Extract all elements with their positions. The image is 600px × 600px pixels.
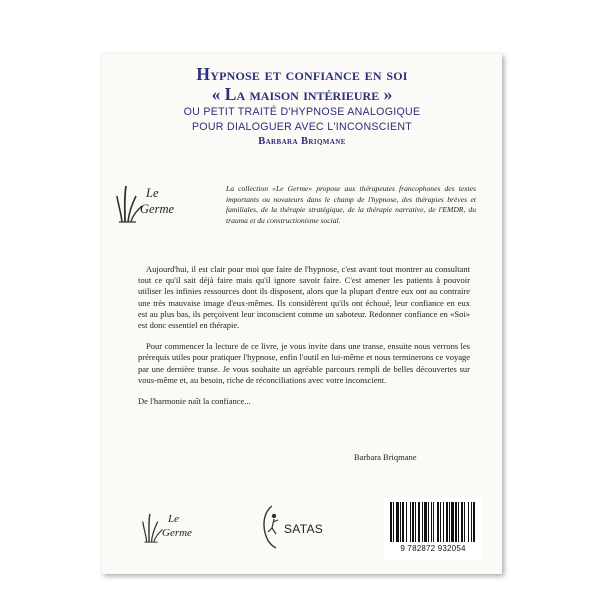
title-block xyxy=(102,64,502,149)
author-name: Barbara Briqmane xyxy=(258,136,346,147)
barcode-bar xyxy=(406,502,407,542)
paragraph-1: Aujourd'hui, il est clair pour moi que faire de l'hypnose, c'est avant tout montrer au consultant tout ce qu'il sait déjà faire mais qu'il ignore savoir faire. C'est amener les patients à pouvoir utiliser les infinies ressources dont ils disposent, alors que la plupart d'entre eux ont au contraire une très mauvaise image d'eux-mêmes. Ils considèrent qu'ils ont échoué, leur confiance en eux est au plus bas, ils perçoivent leur inconscient comme un saboteur. Redonner confiance en «Soi» est donc essentiel en thérapie. xyxy=(138,264,470,331)
barcode-digits: 9 782872 932054 xyxy=(400,544,466,553)
barcode-bar xyxy=(461,502,463,542)
barcode-bar xyxy=(402,502,404,542)
barcode-bar xyxy=(396,502,399,542)
logo-text-germe: Germe xyxy=(140,202,175,216)
barcode-bar xyxy=(390,502,392,542)
publisher-name: SATAS xyxy=(284,522,324,536)
barcode-bar xyxy=(451,502,454,542)
barcode-bar xyxy=(471,502,472,542)
barcode-bar xyxy=(415,502,416,542)
barcode-bar xyxy=(424,502,427,542)
barcode-bar xyxy=(433,502,434,542)
back-cover-text xyxy=(138,264,470,417)
subtitle-line-2: POUR DIALOGUER AVEC L'INCONSCIENT xyxy=(191,121,413,133)
barcode-bar xyxy=(468,502,469,542)
satas-figure-icon xyxy=(258,502,284,550)
barcode-bar xyxy=(464,502,465,542)
paragraph-2: Pour commencer la lecture de ce livre, je vous invite dans une transe, ensuite nous verrons les prérequis utiles pour pratiquer l'hypnose, enfin l'outil en lui-même et nous terminerons ce voyage par une dernière transe. Je vous souhaite un agréable parcours rempli de belles découvertes sur vous-même et, au besoin, riche de réconciliations avec votre inconscient. xyxy=(138,341,470,385)
signature: Barbara Briqmane xyxy=(354,452,417,462)
book-subtitle-quote: « La maison intérieure » xyxy=(211,84,393,104)
grass-sprout-icon xyxy=(142,512,164,544)
barcode-bar xyxy=(418,502,420,542)
book-back-cover xyxy=(102,54,502,574)
subtitle-line-1: OU PETIT TRAITÉ D'HYPNOSE ANALOGIQUE xyxy=(183,106,421,118)
book-title: Hypnose et confiance en soi xyxy=(196,64,408,84)
logo-text-le: Le xyxy=(168,513,179,525)
le-germe-logo xyxy=(116,180,196,230)
satas-publisher-logo xyxy=(258,502,338,562)
barcode-bar xyxy=(473,502,475,542)
barcode-bar xyxy=(437,502,439,542)
barcode-bar xyxy=(422,502,423,542)
le-germe-logo-bottom xyxy=(142,508,222,552)
barcode-bar xyxy=(443,502,444,542)
barcode-bar xyxy=(393,502,394,542)
barcode-bars xyxy=(384,498,482,544)
paragraph-3: De l'harmonie naît la confiance... xyxy=(138,396,251,407)
barcode-bar xyxy=(431,502,432,542)
barcode-bar xyxy=(428,502,429,542)
barcode-bar xyxy=(455,502,457,542)
logo-text-le: Le xyxy=(146,186,159,200)
barcode-bar xyxy=(458,502,459,542)
barcode-bar xyxy=(440,502,441,542)
logo-text-germe: Germe xyxy=(162,527,192,539)
collection-description: La collection «Le Germe» propose aux thérapeutes francophones des textes importants ou novateurs dans le champ de l'hypnose, des thérapies brèves et familiales, de la thérapie stratégique, de la thérapie narrative, de l'EMDR, du trauma et du constructionisme social. xyxy=(226,184,476,225)
ean-barcode xyxy=(384,498,482,560)
barcode-bar xyxy=(446,502,448,542)
barcode-bar xyxy=(412,502,414,542)
barcode-bar xyxy=(400,502,401,542)
barcode-bar xyxy=(449,502,450,542)
barcode-bar xyxy=(410,502,411,542)
